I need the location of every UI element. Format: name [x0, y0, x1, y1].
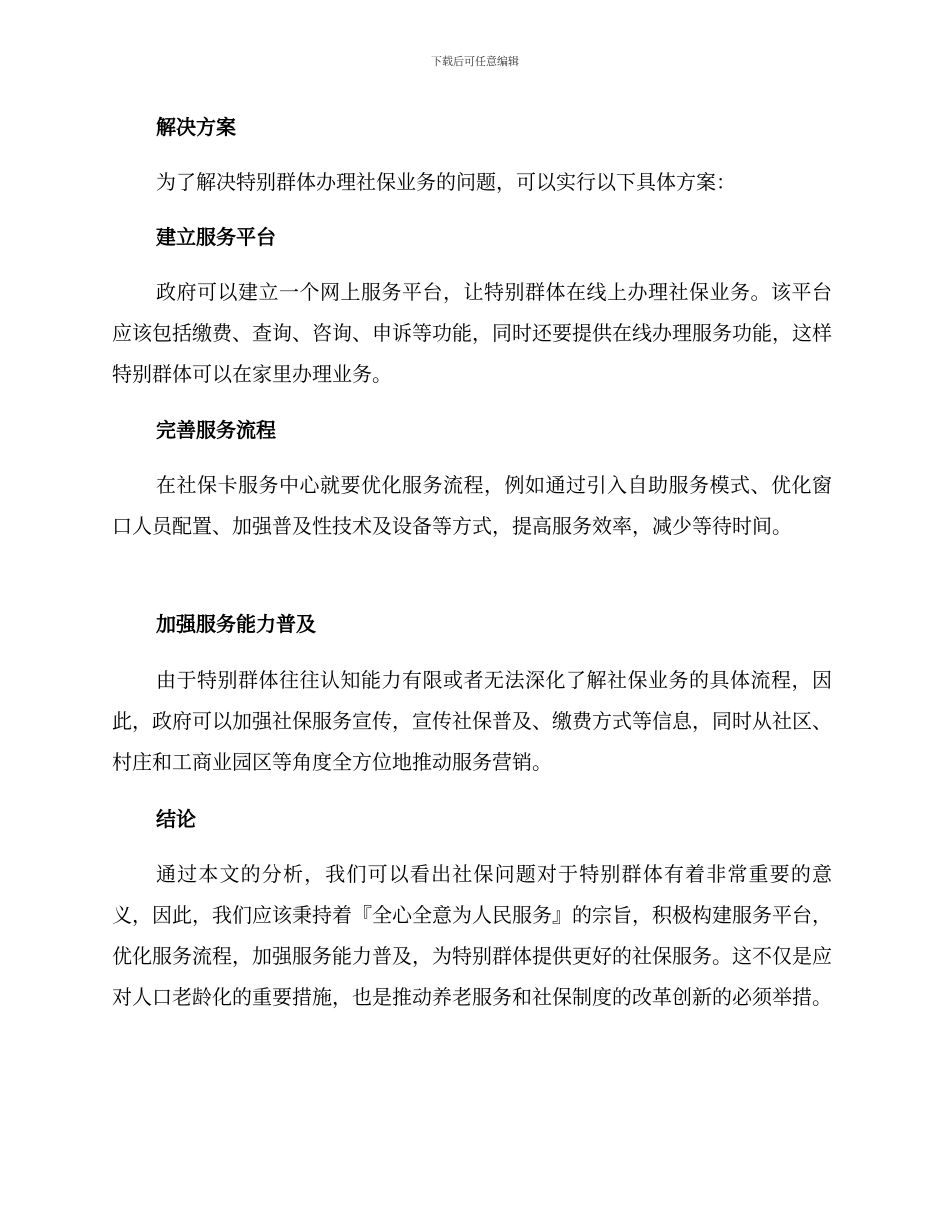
section-paragraph-solution: 为了解决特别群体办理社保业务的问题，可以实行以下具体方案：: [156, 170, 736, 194]
section-paragraph-service-process: 在社保卡服务中心就要优化服务流程，例如通过引入自助服务模式、优化窗口人员配置、加强普及性技术及设备等方式，提高服务效率，减少等待时间。: [112, 473, 832, 538]
section-heading-service-capability: 加强服务能力普及: [156, 612, 316, 636]
section-heading-conclusion: 结论: [156, 807, 196, 831]
section-paragraph-service-capability: 由于特别群体往往认知能力有限或者无法深化了解社保业务的具体流程，因此，政府可以加强社保服务宣传，宣传社保普及、缴费方式等信息，同时从社区、村庄和工商业园区等角度全方位地推动服务营销。: [112, 668, 832, 774]
section-paragraph-service-platform: 政府可以建立一个网上服务平台，让特别群体在线上办理社保业务。该平台应该包括缴费、查询、咨询、申诉等功能，同时还要提供在线办理服务功能，这样特别群体可以在家里办理业务。: [112, 280, 832, 386]
section-paragraph-conclusion: 通过本文的分析，我们可以看出社保问题对于特别群体有着非常重要的意义，因此，我们应该秉持着『全心全意为人民服务』的宗旨，积极构建服务平台，优化服务流程，加强服务能力普及，为特别群体提供更好的社保服务。这不仅是应对人口老龄化的重要措施，也是推动养老服务和社保制度的改革创新的必须举措。: [112, 862, 832, 1009]
section-heading-service-process: 完善服务流程: [156, 418, 276, 442]
section-heading-service-platform: 建立服务平台: [156, 225, 276, 249]
section-heading-solution: 解决方案: [156, 115, 236, 139]
page-header: 下载后可任意编辑: [431, 55, 519, 68]
